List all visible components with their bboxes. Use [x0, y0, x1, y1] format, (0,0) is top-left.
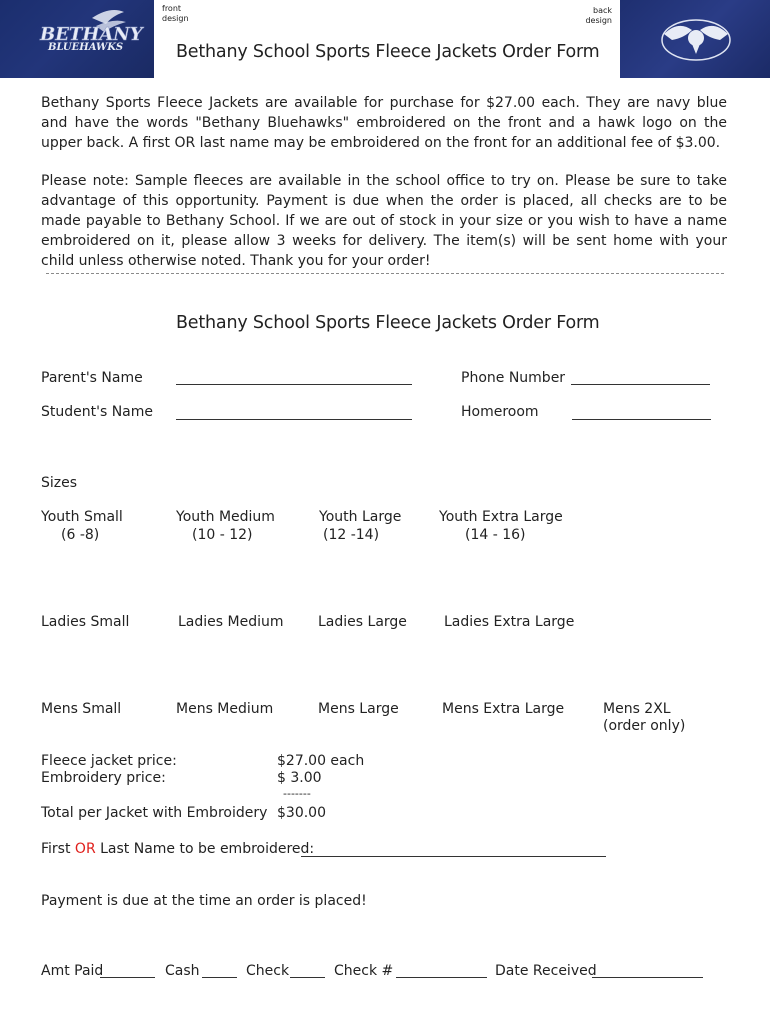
fleece-price-label: Fleece jacket price: — [41, 753, 177, 769]
back-design-image — [620, 0, 770, 78]
size-youth-small: Youth Small — [41, 509, 123, 525]
cash-label: Cash — [165, 963, 200, 979]
size-mens-2xl-note: (order only) — [603, 718, 686, 734]
student-name-field[interactable] — [176, 419, 412, 420]
size-youth-extra-large: Youth Extra Large — [439, 509, 563, 525]
size-ladies-large: Ladies Large — [318, 614, 407, 630]
size-youth-medium: Youth Medium — [176, 509, 275, 525]
logo-text-top: BETHANY — [40, 24, 143, 45]
phone-number-field[interactable] — [571, 384, 710, 385]
size-youth-extra-large-range: (14 - 16) — [465, 527, 526, 543]
date-received-field[interactable] — [592, 977, 703, 978]
size-mens-medium: Mens Medium — [176, 701, 274, 717]
page-title: Bethany School Sports Fleece Jackets Order Form — [176, 42, 600, 62]
size-youth-large: Youth Large — [319, 509, 402, 525]
check-number-field[interactable] — [396, 977, 487, 978]
check-number-label: Check # — [334, 963, 394, 979]
fleece-price-value: $27.00 each — [277, 753, 365, 769]
sizes-heading: Sizes — [41, 475, 78, 491]
size-youth-medium-range: (10 - 12) — [192, 527, 253, 543]
back-caption: back design — [585, 6, 612, 25]
homeroom-label: Homeroom — [461, 404, 539, 420]
size-ladies-small: Ladies Small — [41, 614, 130, 630]
date-received-label: Date Received — [495, 963, 597, 979]
check-field[interactable] — [290, 977, 325, 978]
homeroom-field[interactable] — [572, 419, 711, 420]
size-mens-small: Mens Small — [41, 701, 122, 717]
parent-name-label: Parent's Name — [41, 370, 143, 386]
size-mens-large: Mens Large — [318, 701, 399, 717]
form-title: Bethany School Sports Fleece Jackets Order Form — [176, 313, 600, 333]
embroidery-price-value: $ 3.00 — [277, 770, 322, 786]
phone-number-label: Phone Number — [461, 370, 566, 386]
price-separator: ------- — [283, 787, 311, 800]
bethany-bluehawks-logo — [0, 0, 154, 78]
amt-paid-label: Amt Paid — [41, 963, 104, 979]
amt-paid-field[interactable] — [100, 977, 155, 978]
parent-name-field[interactable] — [176, 384, 412, 385]
size-mens-2xl: Mens 2XL — [603, 701, 671, 717]
payment-note: Payment is due at the time an order is placed! — [41, 893, 367, 909]
student-name-label: Student's Name — [41, 404, 154, 420]
intro-paragraph-2: Please note: Sample fleeces are available in the school office to try on. Please be sure to take advantage of this opportunity. Payment is due when the order is placed, all checks are to be made payable to Bethany School. If we are out of stock in your size or you wish to have a name embroidered on it, please allow 3 weeks for delivery. The item(s) will be sent home with your child unless otherwise noted. Thank you for your order! — [41, 173, 727, 269]
size-ladies-medium: Ladies Medium — [178, 614, 284, 630]
embroidery-price-label: Embroidery price: — [41, 770, 166, 786]
size-youth-large-range: (12 -14) — [323, 527, 380, 543]
front-caption: front design — [162, 4, 189, 23]
check-label: Check — [246, 963, 290, 979]
dashed-divider — [46, 273, 724, 274]
embroider-name-field[interactable] — [301, 856, 606, 857]
front-design-image — [0, 0, 154, 78]
embroider-name-label: First OR Last Name to be embroidered: — [41, 841, 315, 857]
hawk-logo-icon — [620, 0, 770, 78]
intro-paragraph-1: Bethany Sports Fleece Jackets are available for purchase for $27.00 each. They are navy blue and have the words "Bethany Bluehawks" embroidered on the front and a hawk logo on the upper back. A first OR last name may be embroidered on the front for an additional fee of $3.00. — [41, 95, 727, 151]
size-ladies-extra-large: Ladies Extra Large — [444, 614, 575, 630]
cash-field[interactable] — [202, 977, 237, 978]
total-price-label: Total per Jacket with Embroidery — [41, 805, 268, 821]
size-youth-small-range: (6 -8) — [61, 527, 100, 543]
logo-text-bottom: BLUEHAWKS — [48, 42, 124, 53]
embroider-or-text: OR — [74, 841, 96, 857]
total-price-value: $30.00 — [277, 805, 326, 821]
size-mens-extra-large: Mens Extra Large — [442, 701, 565, 717]
